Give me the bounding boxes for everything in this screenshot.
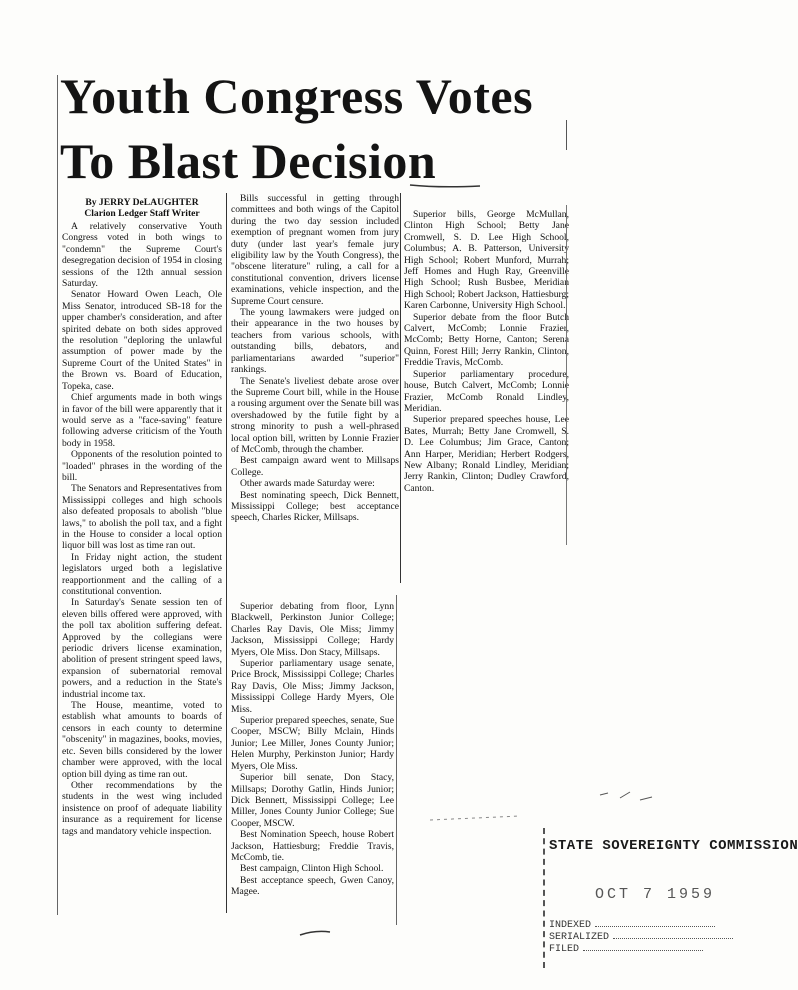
paragraph: Bills successful in getting through committees and both wings of the Capitol during the two day session included exemption of pregnant women from jury duty (under last year's female jury eligibility law by the Youth Congress), the "obscene literature" ruling, a call for a constitutional convention, drivers license examinations, vehicle inspection, and the Supreme Court censure.: [231, 193, 399, 307]
paragraph: The young lawmakers were judged on their appearance in the two houses by teachers from various schools, with outstanding bills, debators, and parliamentarians awarded "superior" rankings.: [231, 307, 399, 376]
paragraph: Chief arguments made in both wings in favor of the bill were apparently that it would serve as a "face-saving" feature following adverse criticism of the Youth body in 1958.: [62, 392, 222, 449]
paragraph: Best Nomination Speech, house Robert Jackson, Hattiesburg; Freddie Travis, McComb, tie.: [231, 829, 394, 863]
paragraph: Senator Howard Owen Leach, Ole Miss Senator, introduced SB-18 for the upper chamber's consideration, and after spirited debate on both sides approved the resolution "deploring the unlawful assumption of power made by the Supreme Court of the United States" in the Brown vs. Board of Education, Topeka, case.: [62, 289, 222, 392]
byline-author: By JERRY DeLAUGHTER: [85, 197, 199, 208]
paragraph: Best campaign award went to Millsaps College.: [231, 455, 399, 478]
stamp-field-filed: [549, 944, 703, 955]
paragraph: Best nominating speech, Dick Bennett, Mississippi College; best acceptance speech, Charles Ricker, Millsaps.: [231, 489, 399, 524]
pen-stroke: [430, 816, 520, 820]
stamp-field-serialized: [549, 932, 733, 943]
paragraph: In Friday night action, the student legislators urged both a legislative reapportionment and the calling of a constitutional convention.: [62, 551, 222, 597]
paragraph: Other awards made Saturday were:: [240, 478, 375, 490]
paragraph: Other recommendations by the students in the west wing included insistence on proof of adequate liability insurance as a requirement for license tags and mandatory vehicle inspection.: [62, 779, 222, 837]
headline-line-1: Youth Congress Votes: [60, 68, 534, 124]
stamp-line: [583, 950, 703, 951]
stamp-line: [595, 926, 715, 927]
paragraph: Best acceptance speech, Gwen Canoy, Magee.: [231, 874, 394, 898]
headline-line-2: To Blast Decision: [60, 133, 437, 189]
stamp-date: OCT 7 1959: [595, 886, 716, 903]
stamp-label: FILED: [549, 944, 580, 955]
paragraph: Superior parliamentary usage senate, Price Brock, Mississippi College; Charles Ray Davis, Ole Miss; Jimmy Jackson, Mississippi College Hardy Myers, Ole Miss.: [231, 658, 394, 715]
paragraph: Opponents of the resolution pointed to "loaded" phrases in the wording of the bill.: [62, 449, 222, 483]
paragraph: In Saturday's Senate session ten of eleven bills offered were approved, with the poll tax abolition suffering defeat. Approved by the collegians were periodic drivers license examination, abolition of present stringent speed laws, expansion of subernatorial removal powers, and a reduction in the State's industrial income tax.: [62, 597, 222, 700]
paragraph: Superior parliamentary procedure, house, Butch Calvert, McComb; Lonnie Frazier, McComb Ronald Lindley, Meridian.: [404, 368, 569, 414]
pen-stroke: [300, 931, 330, 935]
paragraph: Superior debating from floor, Lynn Blackwell, Perkinston Junior College; Charles Ray Davis, Ole Miss; Jimmy Jackson, Mississippi College; Hardy Myers, Ole Miss. Don Stacy, Millsaps.: [231, 601, 394, 658]
paragraph: Superior debate from the floor Butch Calvert, McComb; Lonnie Frazier, McComb; Betty Horne, Canton; Serena Quinn, Forest Hill; Jerry Rankin, Clinton, Freddie Travis, McComb.: [404, 311, 569, 369]
pen-stroke: [410, 185, 480, 187]
paragraph: The Senate's liveliest debate arose over the Supreme Court bill, while in the House a rousing argument over the Senate bill was overshadowed by the futile fight by a strong minority to push a well-phrased local option bill, written by Lonnie Frazier of McComb, through the chamber.: [231, 375, 399, 455]
paragraph: The Senators and Representatives from Mississippi colleges and high schools also defeated proposals to abolish "blue laws," to abolish the poll tax, and a fight in the House to consider a local option liquor bill was lost as time ran out.: [62, 483, 222, 552]
paragraph: Superior prepared speeches, senate, Sue Cooper, MSCW; Billy Mclain, Hinds Junior; Lee Miller, Jones County Junior; Helen Murphy, Perkinston Junior; Hardy Myers, Ole Miss.: [231, 715, 394, 772]
stamp-title: STATE SOVEREIGNTY COMMISSION: [549, 838, 798, 854]
byline-affiliation: Clarion Ledger Staff Writer: [84, 208, 200, 219]
paragraph: The House, meantime, voted to establish what amounts to boards of censors in each county to determine "obscenity" in magazines, books, movies, etc. Seven bills considered by the lower chamber were approved, with the local option bill dying as time ran out.: [62, 700, 222, 780]
stamp-line: [613, 938, 733, 939]
sovereignty-commission-stamp: [543, 828, 798, 973]
paragraph: Superior bill senate, Don Stacy, Millsaps; Dorothy Gatlin, Hinds Junior; Dick Bennett, Mississippi College; Lee Miller, Jones County Junior College; Sue Cooper, MSCW.: [231, 772, 394, 829]
stamp-label: SERIALIZED: [549, 932, 610, 943]
paragraph: A relatively conservative Youth Congress voted in both wings to "condemn" the Supreme Court's desegregation decision of 1954 in closing sessions of the 12th annual session Saturday.: [62, 221, 222, 290]
paragraph: Best campaign, Clinton High School.: [240, 863, 384, 875]
stamp-field-indexed: [549, 920, 715, 931]
paragraph: Superior bills, George McMullan, Clinton High School; Betty Jane Cromwell, S. D. Lee High School, Columbus; A. B. Patterson, University High School; Robert Munford, Murrah; Jeff Homes and Hugh Ray, Greenville High School; Rush Busbee, Meridian High School; Robert Jackson, Hattiesburg; Karen Carbonne, University High School.: [404, 209, 569, 312]
paragraph: Superior prepared speeches house, Lee Bates, Murrah; Betty Jane Cromwell, S. D. Lee Columbus; Jim Grace, Canton; Ann Harper, Meridian; Herbert Rodgers, New Albany; Ronald Lindley, Meridian; Jerry Rankin, Clinton; Dudley Crawford, Canton.: [404, 414, 569, 494]
pen-stroke: [600, 792, 652, 800]
stamp-label: INDEXED: [549, 920, 592, 931]
